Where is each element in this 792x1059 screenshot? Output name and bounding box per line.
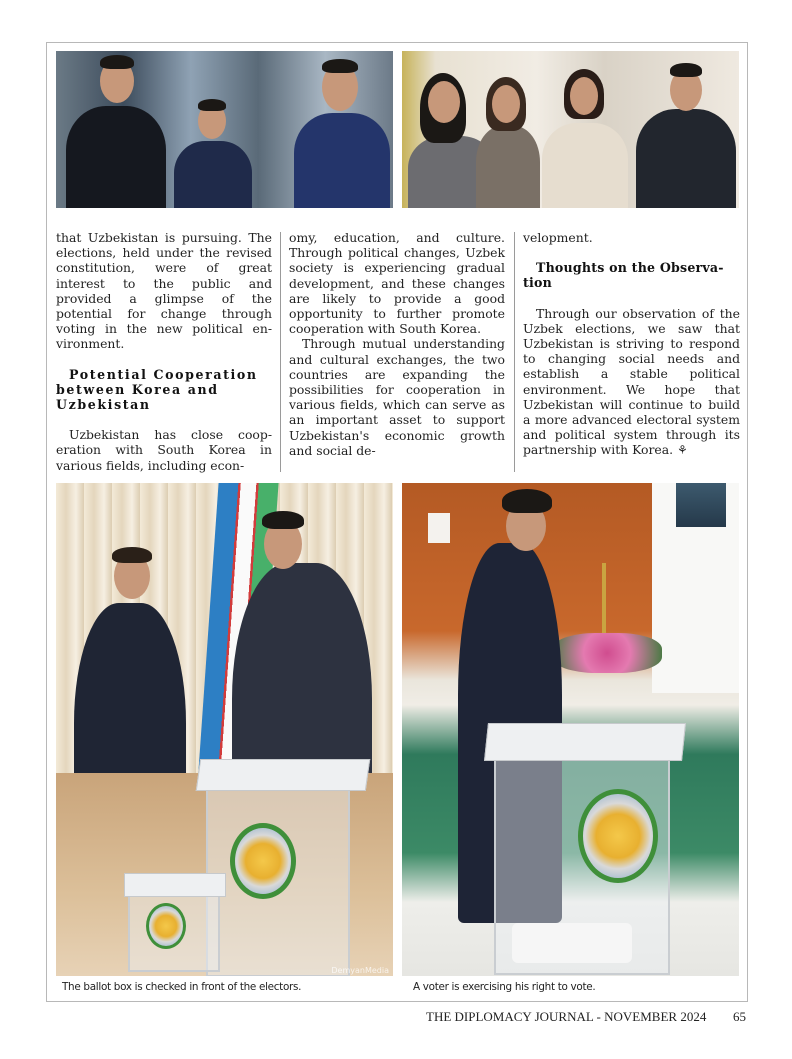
column-divider <box>514 232 515 472</box>
page-number: 65 <box>733 1009 746 1024</box>
figure <box>636 109 736 208</box>
figure-hair <box>112 547 152 563</box>
state-emblem <box>578 789 658 883</box>
figure <box>542 123 628 208</box>
article-column-2 <box>289 230 505 458</box>
photo-caption: The ballot box is checked in front of the electors. <box>62 981 302 993</box>
figure-hair <box>670 63 702 77</box>
state-emblem <box>146 903 186 949</box>
state-emblem <box>230 823 296 899</box>
figure-hair <box>502 489 552 513</box>
figure-hair <box>262 511 304 529</box>
section-heading: Potential Cooperation between Korea and Uzbekistan <box>56 366 258 413</box>
paragraph <box>523 306 740 459</box>
figure <box>174 141 252 208</box>
figure-hair <box>198 99 226 111</box>
photo-caption: A voter is exercising his right to vote. <box>413 981 596 993</box>
paragraph: velopment. <box>523 230 593 245</box>
ballots <box>512 923 632 963</box>
ballot-box-lid <box>124 873 226 897</box>
figure <box>476 126 540 208</box>
wall-notice <box>428 513 450 543</box>
column-divider <box>280 232 281 472</box>
figure <box>66 106 166 208</box>
photo-watermark: DemyanMedia <box>331 966 389 975</box>
wall-picture <box>676 483 726 527</box>
photo-delegates-anthem <box>402 51 739 208</box>
section-heading: Thoughts on the Observation <box>523 260 724 291</box>
figure <box>294 113 390 208</box>
article-column-1 <box>56 230 272 473</box>
photo-voter-casting-ballot <box>402 483 739 976</box>
paragraph: omy, education, and culture. Through political changes, Uzbek society is experiencing gradual development, and these changes are likely to provide a good opportunity to further promote cooperation with South Korea. <box>289 230 505 337</box>
figure-head <box>428 81 460 123</box>
figure-head <box>570 77 598 115</box>
rope-stanchion <box>602 563 606 633</box>
photo-ballot-box-check <box>56 483 393 976</box>
paragraph: Uzbekistan has close cooperation with South Korea in various fields, including econ- <box>56 427 272 473</box>
ballot-box-lid <box>196 759 370 791</box>
paragraph: that Uzbekistan is pursuing. The elections, held under the revised constitution, were of great interest to the public and provided a glimpse of the potential for change through voting in the new political environment. <box>56 230 272 352</box>
figure-hair <box>100 55 134 69</box>
photo-officials-anthem <box>56 51 393 208</box>
paragraph-text: Through our observation of the Uzbek elections, we saw that Uzbekistan is striving to respond to changing social needs and establish a stable political environment. We hope that Uzbekistan will continue to build a more advanced electoral system and political system through its partnership with Korea. <box>523 305 740 458</box>
article-column-3 <box>523 230 740 459</box>
end-mark-icon: ⚘ <box>677 443 688 458</box>
publication-footer: THE DIPLOMACY JOURNAL - NOVEMBER 2024 <box>426 1009 707 1024</box>
ballot-box-lid <box>484 723 686 761</box>
figure-head <box>492 85 520 123</box>
figure-hair <box>322 59 358 73</box>
flower-arrangement <box>552 633 662 673</box>
paragraph: Through mutual understanding and cultural exchanges, the two countries are expanding the possibilities for cooperation in various fields, which can serve as an important asset to support Uzbekistan's economic growth and social de- <box>289 336 505 458</box>
